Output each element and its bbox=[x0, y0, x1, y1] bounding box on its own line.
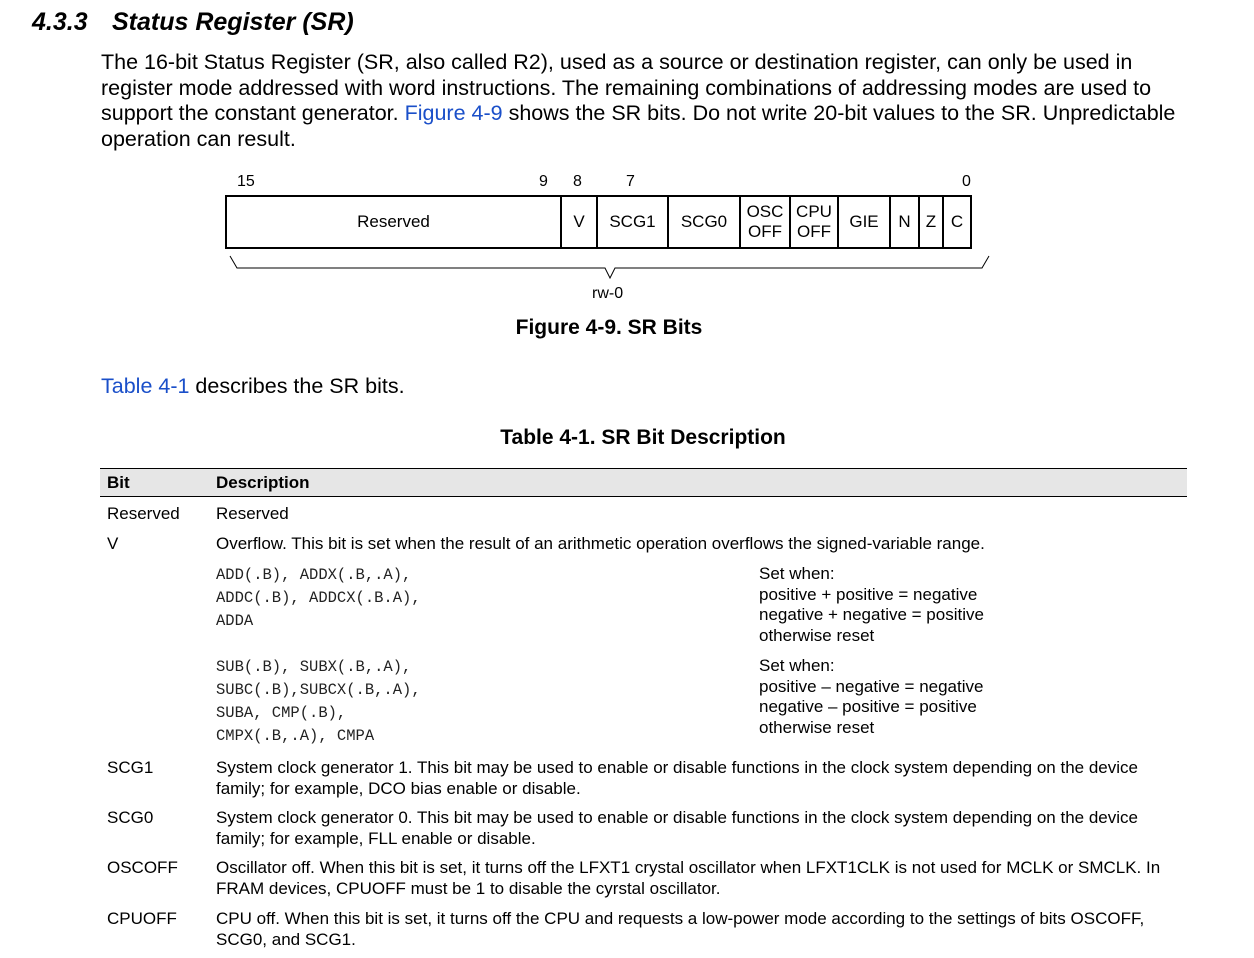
field-v: V bbox=[561, 196, 597, 248]
intro-text-2: shows the SR bits. Do not write 20-bit values to the SR. Unpredictable operation can result. bbox=[101, 101, 1176, 151]
v-sub-conditions: Set when: positive – negative = negative negative – positive = positive otherwise reset bbox=[759, 656, 984, 737]
table-reference bbox=[101, 374, 405, 399]
row-scg1-desc: System clock generator 1. This bit may be used to enable or disable functions in the clock system depending on the device family; for example, DCO bias enable or disable. bbox=[216, 758, 1138, 798]
figure-link[interactable]: Figure 4-9 bbox=[404, 101, 503, 125]
bit-number-7: 7 bbox=[626, 173, 635, 190]
row-v-bit: V bbox=[107, 534, 119, 553]
v-add-conditions: Set when: positive + positive = negative negative + negative = positive otherwise reset bbox=[759, 564, 984, 645]
table-caption: Table 4-1. SR Bit Description bbox=[500, 426, 786, 449]
v-add-instructions: ADD(.B), ADDX(.B,.A), ADDC(.B), ADDCX(.B.A), ADDA bbox=[216, 566, 421, 630]
table-reference-text: describes the SR bits. bbox=[189, 374, 405, 398]
field-scg1: SCG1 bbox=[597, 196, 668, 248]
row-cpuoff-desc: CPU off. When this bit is set, it turns off the CPU and requests a low-power mode according to the settings of bits OSCOFF, SCG0, and SCG1. bbox=[216, 909, 1145, 949]
section-number: 4.3.3 bbox=[32, 8, 88, 36]
access-label: rw-0 bbox=[592, 285, 624, 302]
row-v-desc: Overflow. This bit is set when the result of an arithmetic operation overflows the signed-variable range. bbox=[216, 534, 985, 553]
field-c: C bbox=[943, 196, 971, 248]
field-reserved: Reserved bbox=[226, 196, 561, 248]
figure-caption: Figure 4-9. SR Bits bbox=[515, 316, 703, 339]
row-reserved-bit: Reserved bbox=[107, 504, 180, 523]
sr-register-diagram bbox=[225, 195, 972, 249]
row-oscoff-bit: OSCOFF bbox=[107, 858, 178, 877]
field-oscoff: OSC OFF bbox=[740, 196, 790, 248]
field-gie: GIE bbox=[838, 196, 890, 248]
field-n: N bbox=[890, 196, 919, 248]
table-link[interactable]: Table 4-1 bbox=[101, 374, 190, 398]
bit-number-0: 0 bbox=[962, 173, 971, 190]
v-sub-instructions: SUB(.B), SUBX(.B,.A), SUBC(.B),SUBCX(.B,.A), SUBA, CMP(.B), CMPX(.B,.A), CMPA bbox=[216, 658, 421, 745]
header-bit: Bit bbox=[107, 473, 130, 492]
row-reserved-desc: Reserved bbox=[216, 504, 289, 523]
row-scg0-bit: SCG0 bbox=[107, 808, 154, 827]
field-scg0: SCG0 bbox=[668, 196, 740, 248]
row-scg1-bit: SCG1 bbox=[107, 758, 154, 777]
table-header bbox=[100, 468, 1187, 497]
row-cpuoff-bit: CPUOFF bbox=[107, 909, 177, 928]
intro-paragraph bbox=[101, 50, 1201, 152]
row-scg0-desc: System clock generator 0. This bit may be used to enable or disable functions in the clock system depending on the device family; for example, FLL enable or disable. bbox=[216, 808, 1138, 848]
intro-text-1: The 16-bit Status Register (SR, also called R2), used as a source or destination register, can only be used in register mode addressed with word instructions. The remaining combinations of addressing modes are used to support the constant generator. bbox=[101, 50, 1152, 125]
row-oscoff-desc: Oscillator off. When this bit is set, it turns off the LFXT1 crystal oscillator when LFXT1CLK is not used for MCLK or SMCLK. In FRAM devices, CPUOFF must be 1 to disable the cyrstal oscillator. bbox=[216, 858, 1161, 898]
field-cpuoff: CPU OFF bbox=[790, 196, 838, 248]
register-brace bbox=[225, 254, 995, 284]
bit-number-15: 15 bbox=[237, 173, 255, 190]
section-title: Status Register (SR) bbox=[112, 8, 354, 36]
header-description: Description bbox=[216, 473, 310, 492]
bit-number-8: 8 bbox=[573, 173, 582, 190]
bit-number-9: 9 bbox=[539, 173, 548, 190]
field-z: Z bbox=[919, 196, 943, 248]
section-heading bbox=[32, 8, 354, 37]
